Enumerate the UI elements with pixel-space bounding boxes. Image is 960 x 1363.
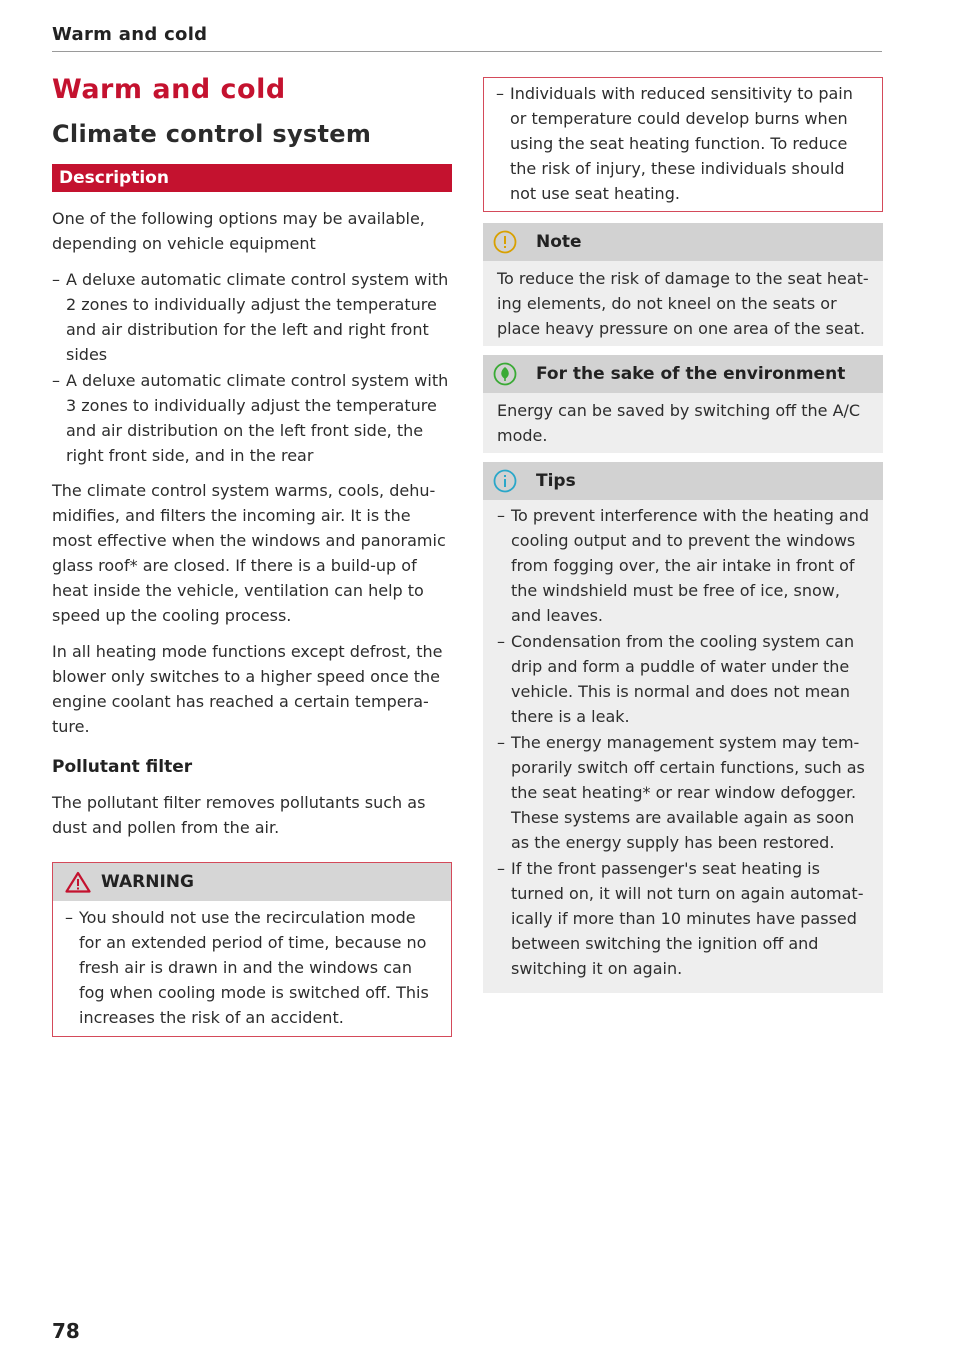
subhead-description: Description xyxy=(52,164,452,192)
pollutant-paragraph: The pollutant filter removes pollutants such as dust and pollen from the air. xyxy=(52,793,426,837)
exclamation-circle-icon xyxy=(493,230,517,254)
warning-item: – You should not use the recirculation mode for an extended period of time, because no fresh air is drawn in and the windows can fog when cooling mode is switched off. This increases the risk of an accident. xyxy=(65,905,439,1030)
warning-body xyxy=(53,901,451,1036)
tip-item: – To prevent interference with the heating and cooling output and to prevent the windows from fogging over, the air intake in front of the windshield must be free of ice, snow, and leaves. xyxy=(497,503,871,628)
page-number: 78 xyxy=(52,1319,80,1343)
pollutant-heading: Pollutant filter xyxy=(52,757,193,777)
option-item: – A deluxe automatic climate control system with 2 zones to individually adjust the temperature and air distribution for the left and right front sides xyxy=(52,267,452,367)
option-item: – A deluxe automatic climate control system with 3 zones to individually adjust the temperature and air distribution on the left front side, the right front side, and in the rear xyxy=(52,368,452,468)
warning-item: – Individuals with reduced sensitivity to pain or temperature could develop burns when using the seat heating function. To reduce the risk of injury, these individuals should not use seat heating. xyxy=(496,81,870,206)
tips-list xyxy=(497,503,871,981)
intro-paragraph: One of the following options may be available, depending on vehicle equipment xyxy=(52,209,425,253)
environment-header xyxy=(483,355,883,393)
warning-list xyxy=(65,905,439,1030)
warning-box xyxy=(52,862,452,1037)
section-title: Climate control system xyxy=(52,120,372,148)
warning-label: WARNING xyxy=(101,872,194,892)
warning-continued-list xyxy=(496,81,870,206)
warning-triangle-icon xyxy=(65,871,91,893)
header-rule xyxy=(52,51,882,52)
climate-paragraph: The climate control system warms, cools, dehumidifies, and filters the incoming air. It is the most effective when the windows and panoramic glass roof* are closed. If there is a build-up of heat inside the vehicle, ventilation can help to speed up the cooling process. xyxy=(52,481,446,625)
environment-body xyxy=(483,393,883,453)
warning-box-continued xyxy=(483,77,883,212)
tip-item: – If the front passenger's seat heating is turned on, it will not turn on again automatically if more than 10 minutes have passed between switching the ignition off and switching it on again. xyxy=(497,856,871,981)
info-circle-icon xyxy=(493,469,517,493)
note-box xyxy=(483,223,883,346)
chapter-title: Warm and cold xyxy=(52,74,286,105)
tips-header xyxy=(483,462,883,500)
tips-box xyxy=(483,462,883,993)
warning-header xyxy=(53,863,451,901)
left-column xyxy=(52,68,452,1037)
tips-body xyxy=(483,500,883,993)
heating-paragraph: In all heating mode functions except defrost, the blower only switches to a higher speed once the engine coolant has reached a certain temperature. xyxy=(52,642,443,736)
note-body xyxy=(483,261,883,346)
tips-label: Tips xyxy=(536,471,576,491)
tip-item: – The energy management system may temporarily switch off certain functions, such as the seat heating* or rear window defogger. These systems are available again as soon as the energy supply has been restored. xyxy=(497,730,871,855)
note-text: To reduce the risk of damage to the seat heating elements, do not kneel on the seats or place heavy pressure on one area of the seat. xyxy=(497,269,869,338)
note-label: Note xyxy=(536,232,582,252)
running-header: Warm and cold xyxy=(52,24,208,45)
tip-item: – Condensation from the cooling system can drip and form a puddle of water under the vehicle. This is normal and does not mean there is a leak. xyxy=(497,629,871,729)
note-header xyxy=(483,223,883,261)
right-column xyxy=(483,77,883,1002)
environment-leaf-icon xyxy=(493,362,517,386)
environment-text: Energy can be saved by switching off the A/C mode. xyxy=(497,401,861,445)
environment-box xyxy=(483,355,883,453)
environment-label: For the sake of the environment xyxy=(536,364,846,384)
options-list xyxy=(52,267,452,468)
